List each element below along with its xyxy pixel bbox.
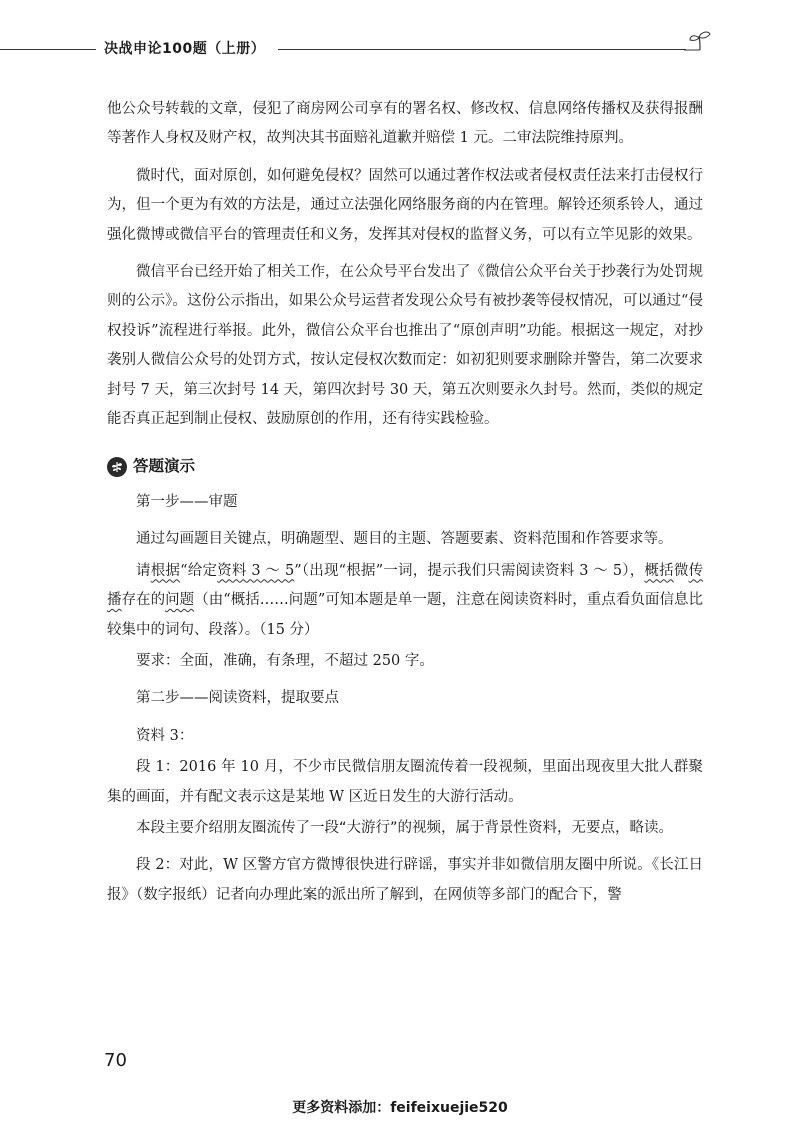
- section-heading: [107, 452, 703, 481]
- keyword-underline: 根据: [150, 562, 181, 579]
- footer-note: 更多资料添加：feifeixuejie520: [292, 1100, 508, 1116]
- paragraph: 段 2：对此，W 区警方官方微博很快进行辟谣，事实并非如微信朋友圈中所说。《长江日报》（数字报纸）记者向办理此案的派出所了解到，在网侦等多部门的配合下，警: [107, 857, 703, 903]
- keyword-underline: 资料 3 ～ 5: [217, 562, 295, 579]
- material-label: 资料 3：: [136, 727, 194, 744]
- analysis-note: 本段主要介绍朋友圈流传了一段“大游行”的视频，属于背景性资料，无要点，略读。: [136, 819, 674, 836]
- paragraph: 微信平台已经开始了相关工作，在公众号平台发出了《微信公众平台关于抄袭行为处罚规则的公示》。这份公示指出，如果公众号运营者发现公众号有被抄袭等侵权情况，可以通过“侵权投诉”流程进行举报。此外，微信公众平台也推出了“原创声明”功能。根据这一规定，对抄袭别人微信公众号的处罚方式，按认定侵权次数而定：如初犯则要求删除并警告，第二次要求封号 7 天，第三次封号 14 天，第四次封号 30 天，第五次则要永久封号。然而，类似的规定能否真正起到制止侵权、鼓励原创的作用，还有待实践检验。: [107, 264, 703, 428]
- question-annotation: [107, 557, 703, 645]
- question-text: ”（出现“根据”一词，提示我们只需阅读资料 3 ～ 5），: [294, 562, 645, 579]
- question-text: 存在的: [121, 592, 166, 609]
- question-text: 请: [136, 562, 151, 579]
- book-title: 决战申论100题（上册）: [104, 41, 266, 57]
- requirement-text: 要求：全面，准确，有条理，不超过 250 字。: [136, 652, 434, 669]
- paragraph: 微时代，面对原创，如何避免侵权？固然可以通过著作权法或者侵权责任法来打击侵权行为，但一个更为有效的方法是，通过立法强化网络服务商的内在管理。解铃还须系铃人，通过强化微博或微信平台的管理责任和义务，发挥其对侵权的监督义务，可以有立竿见影的效果。: [107, 167, 703, 243]
- step-title: 第一步——审题: [136, 493, 238, 510]
- page-number: 70: [104, 1050, 127, 1071]
- keyword-underline: 传播: [107, 562, 704, 609]
- paragraph: 通过勾画题目关键点，明确题型、题目的主题、答题要素、资料范围和作答要求等。: [136, 531, 673, 548]
- leaf-badge-icon: [107, 457, 127, 477]
- header-rule-left: [0, 49, 96, 50]
- question-text: “给定: [180, 562, 218, 579]
- step-title: 第二步——阅读资料，提取要点: [136, 690, 339, 707]
- running-header: [0, 28, 800, 68]
- page-body: [107, 95, 703, 918]
- section-title: 答题演示: [133, 457, 196, 476]
- header-rule-right: [278, 49, 686, 50]
- question-text: （由“概括……问题”可知本题是单一题，注意在阅读资料时，重点看负面信息比较集中的词句、段落）。（15 分）: [107, 592, 704, 638]
- keyword-underline: 问题: [165, 592, 195, 609]
- sprout-icon: [680, 28, 716, 64]
- paragraph: 他公众号转载的文章，侵犯了商房网公司享有的署名权、修改权、信息网络传播权及获得报酬等著作人身权及财产权，故判决其书面赔礼道歉并赔偿 1 元。二审法院维持原判。: [107, 101, 703, 147]
- keyword-underline: 概括: [644, 562, 674, 579]
- paragraph: 段 1：2016 年 10 月，不少市民微信朋友圈流传着一段视频，里面出现夜里大批人群聚集的画面，并有配文表示这是某地 W 区近日发生的大游行活动。: [107, 759, 703, 805]
- question-text: 微: [673, 562, 689, 579]
